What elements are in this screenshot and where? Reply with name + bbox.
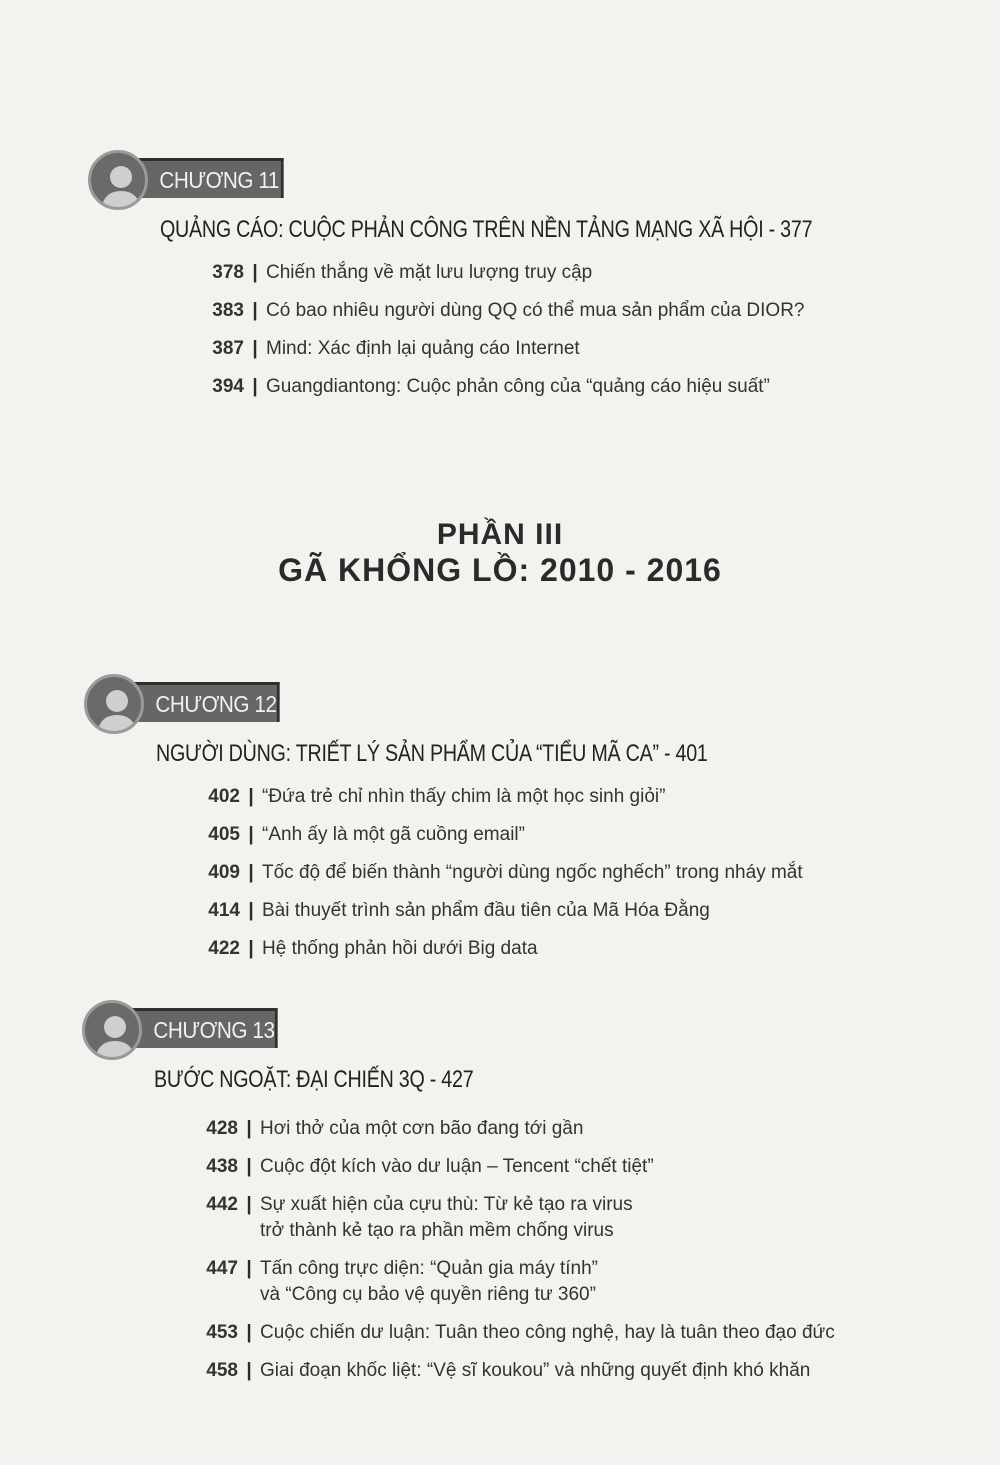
toc-entry: 458 | Giai đoạn khốc liệt: “Vệ sĩ koukou” và những quyết định khó khăn: [206, 1360, 811, 1381]
chapter-entries: [82, 1116, 862, 1384]
toc-entry: 378 | Chiến thắng về mặt lưu lượng truy cập: [212, 262, 593, 283]
toc-entry: 409 | Tốc độ để biến thành “người dùng ngốc nghếch” trong nháy mắt: [208, 862, 803, 883]
person-silhouette-icon: [88, 150, 148, 210]
toc-entry: 447 | Tấn công trực diện: “Quản gia máy tính” và “Công cụ bảo vệ quyền riêng tư 360”: [206, 1258, 598, 1305]
toc-entry: 383 | Có bao nhiêu người dùng QQ có thể mua sản phẩm của DIOR?: [212, 300, 805, 321]
part-heading: [0, 518, 1000, 589]
toc-entry: 394 | Guangdiantong: Cuộc phản công của “quảng cáo hiệu suất”: [212, 376, 770, 397]
chapter-title: BƯỚC NGOẶT: ĐẠI CHIẾN 3Q - 427: [154, 1066, 474, 1093]
toc-entry: 422 | Hệ thống phản hồi dưới Big data: [208, 938, 538, 959]
person-silhouette-icon: [84, 674, 144, 734]
toc-entry: 442 | Sự xuất hiện của cựu thù: Từ kẻ tạo ra virus trở thành kẻ tạo ra phần mềm chống virus: [206, 1194, 633, 1241]
chapter-label: CHƯƠNG 12: [132, 682, 280, 722]
chapter-badge: [82, 1000, 862, 1064]
chapter-badge: [84, 674, 864, 738]
toc-entry: 453 | Cuộc chiến dư luận: Tuân theo công nghệ, hay là tuân theo đạo đức: [206, 1322, 835, 1343]
person-silhouette-icon: [82, 1000, 142, 1060]
chapter-entries: [84, 784, 864, 962]
chapter-label: CHƯƠNG 11: [136, 158, 284, 198]
toc-entry: 405 | “Anh ấy là một gã cuồng email”: [208, 824, 525, 845]
chapter-label: CHƯƠNG 13: [130, 1008, 278, 1048]
part-title: GÃ KHỔNG LỒ: 2010 - 2016: [278, 552, 722, 588]
chapter-13: [82, 1000, 862, 1396]
toc-entry: 428 | Hơi thở của một cơn bão đang tới gần: [206, 1118, 584, 1139]
chapter-12: [84, 674, 864, 974]
part-number: PHẦN III: [436, 518, 564, 551]
chapter-title: QUẢNG CÁO: CUỘC PHẢN CÔNG TRÊN NỀN TẢNG MẠNG XÃ HỘI - 377: [160, 216, 813, 243]
chapter-badge: [88, 150, 868, 214]
chapter-11: [88, 150, 868, 412]
toc-entry: 438 | Cuộc đột kích vào dư luận – Tencent “chết tiệt”: [206, 1156, 654, 1177]
toc-entry: 402 | “Đứa trẻ chỉ nhìn thấy chim là một học sinh giỏi”: [208, 786, 666, 807]
toc-entry: 387 | Mind: Xác định lại quảng cáo Internet: [212, 338, 580, 359]
toc-entry: 414 | Bài thuyết trình sản phẩm đầu tiên của Mã Hóa Đằng: [208, 900, 710, 921]
chapter-entries: [88, 260, 868, 400]
chapter-title: NGƯỜI DÙNG: TRIẾT LÝ SẢN PHẨM CỦA “TIỂU MÃ CA” - 401: [156, 740, 708, 767]
